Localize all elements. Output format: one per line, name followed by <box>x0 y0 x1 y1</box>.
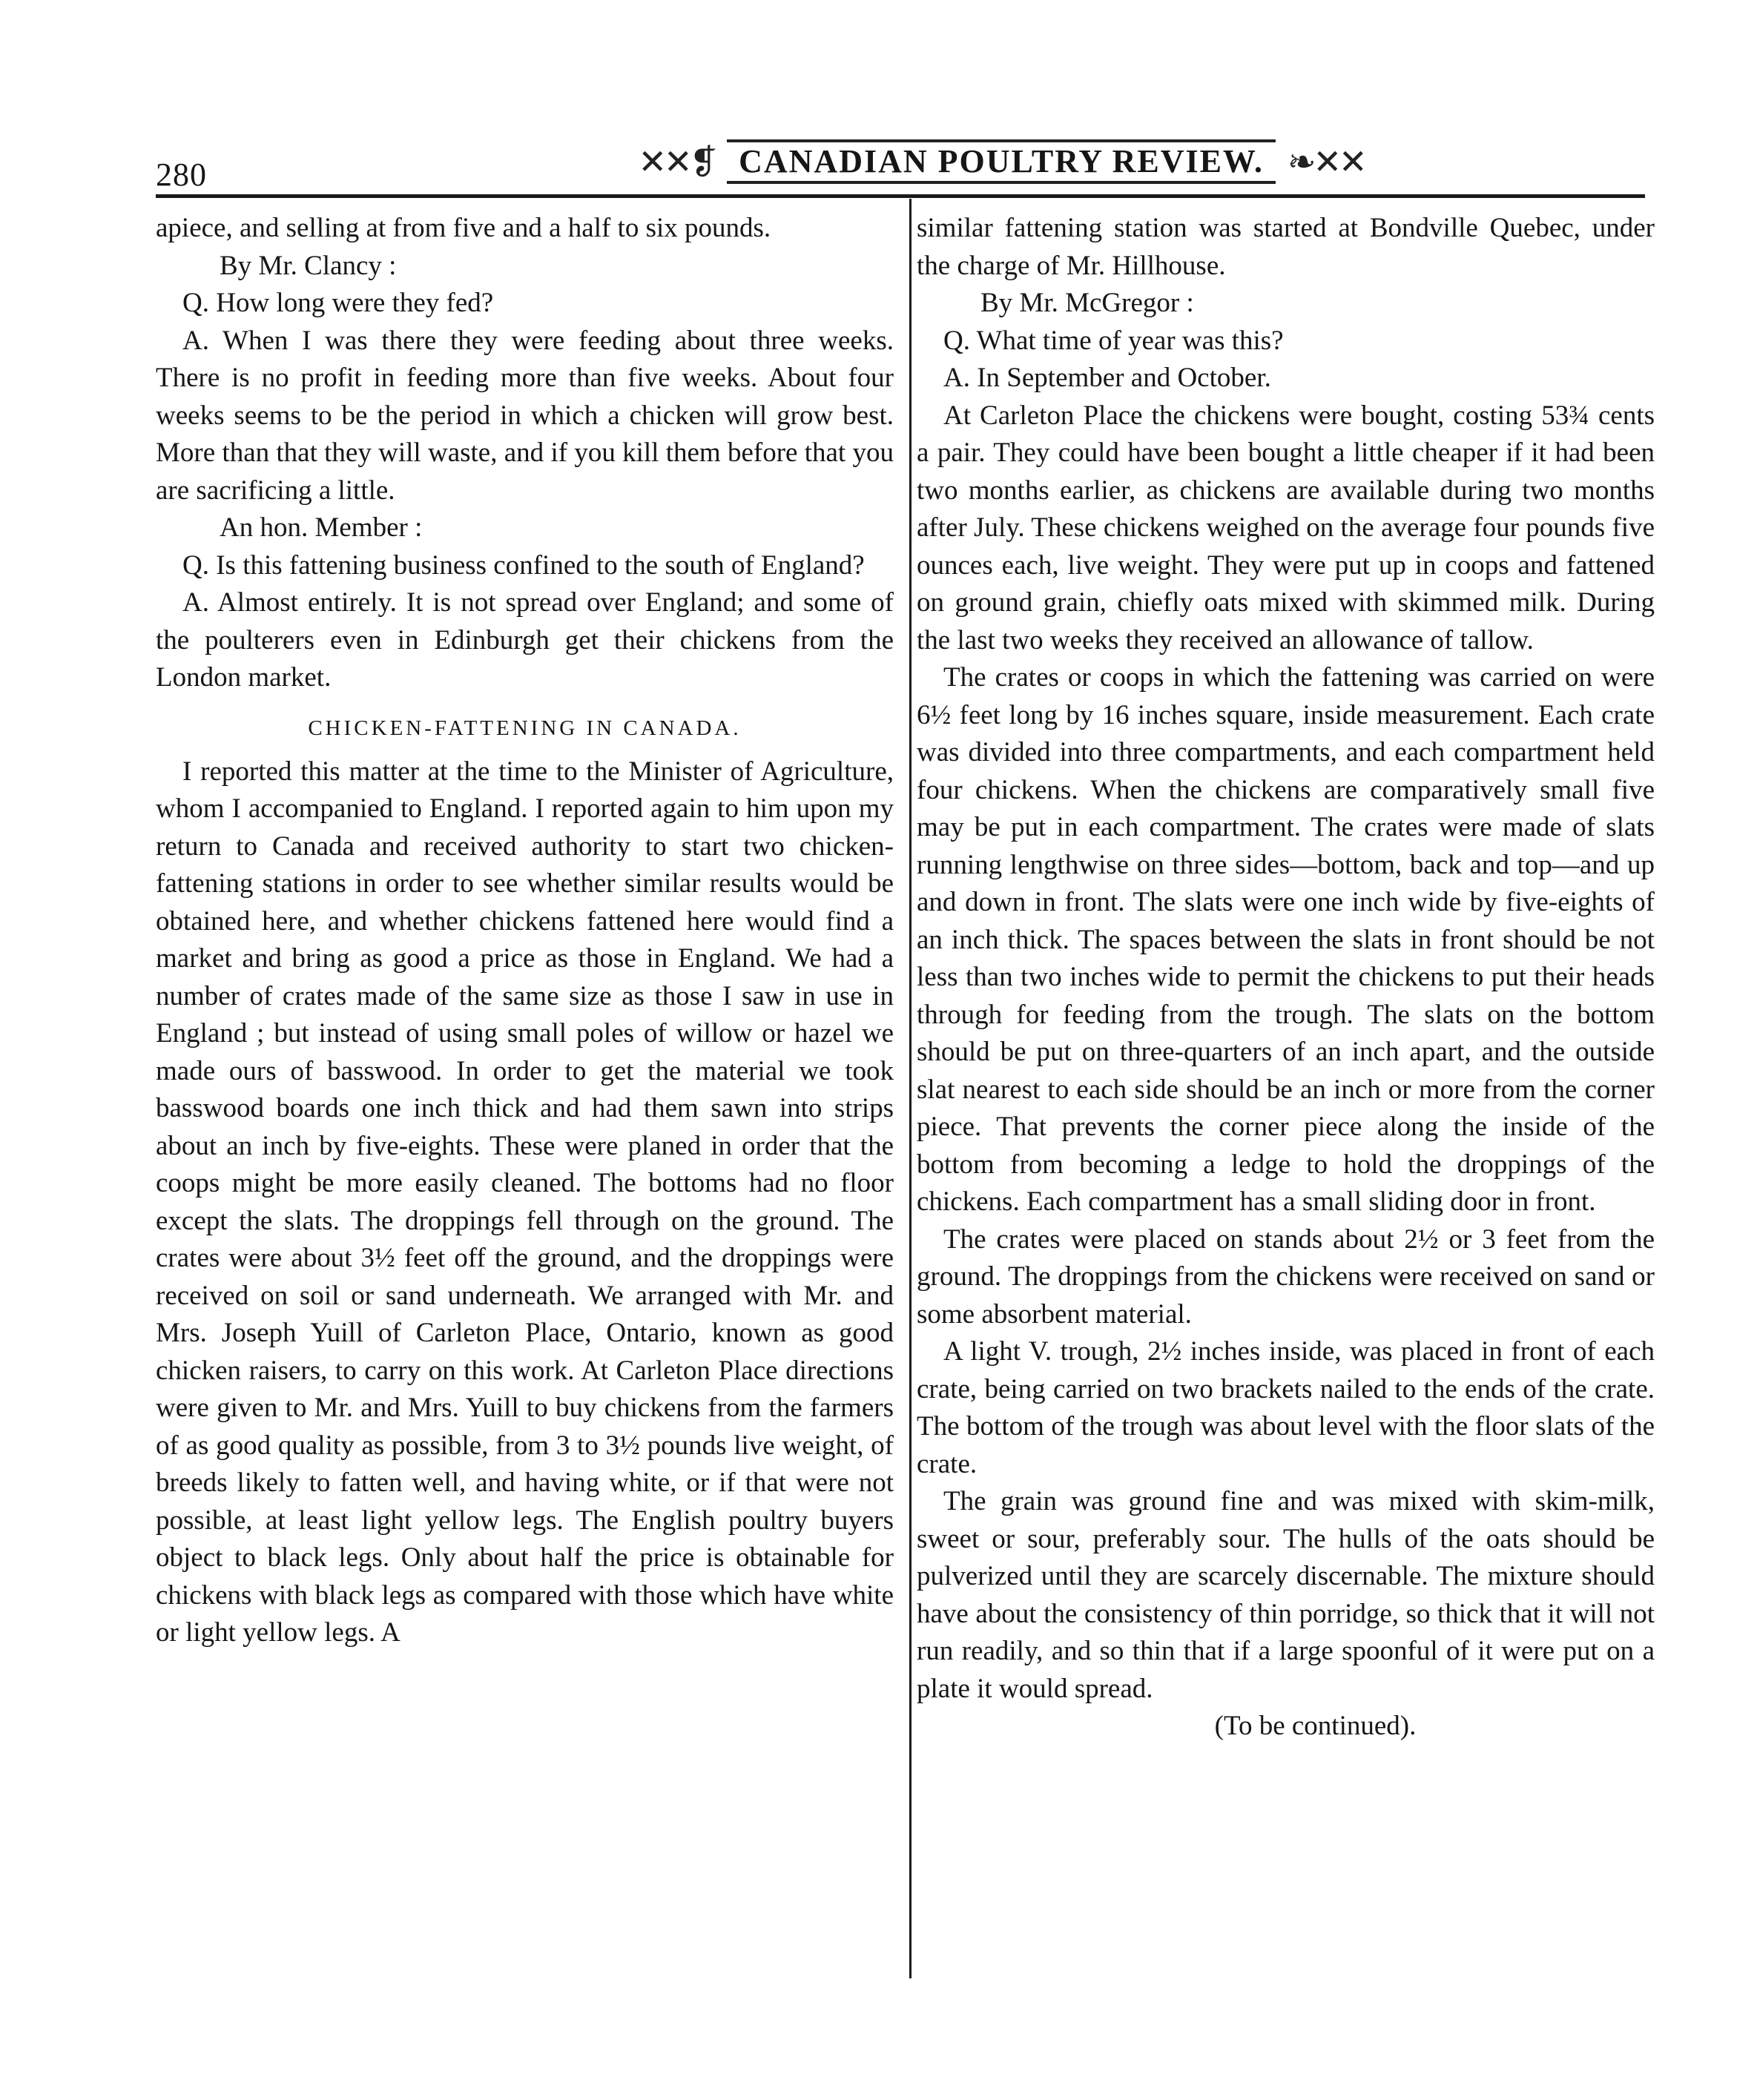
speaker-label: By Mr. Clancy : <box>220 250 397 281</box>
ornament-right-icon: ❧✕✕ <box>1287 142 1365 181</box>
body-paragraph: The grain was ground fine and was mixed with skim-milk, sweet or sour, preferably sour. The hulls of the oats should be pulverized until they are scarcely discernable. The mixture should have about the consistency of thin porridge, so thick that it will not run readily, and so thin that if a large spoonful of it were put on a plate it would spread. <box>917 1486 1655 1704</box>
continued-paragraph: apiece, and selling at from five and a half to six pounds. <box>156 213 771 243</box>
ornament-left-icon: ✕✕❡ <box>638 142 716 181</box>
section-heading: CHICKEN-FATTENING IN CANADA. <box>308 716 742 740</box>
body-paragraph: The crates were placed on stands about 2½ or 3 feet from the ground. The droppings from the chickens were received on sand or some absorbent material. <box>917 1224 1655 1330</box>
page-number: 280 <box>156 156 207 193</box>
page-header <box>156 133 1632 193</box>
masthead-title: CANADIAN POULTRY REVIEW. <box>727 139 1276 184</box>
masthead <box>638 133 1365 189</box>
answer: A. Almost entirely. It is not spread over England; and some of the poulterers even in Edinburgh get their chickens from the London market. <box>156 587 894 693</box>
continued-paragraph: similar fattening station was started at Bondville Quebec, under the charge of Mr. Hillhouse. <box>917 213 1655 281</box>
right-column <box>917 210 1655 1746</box>
question: Q. Is this fattening business confined to the south of England? <box>182 549 865 581</box>
answer: A. In September and October. <box>943 363 1271 393</box>
speaker-label: An hon. Member : <box>220 512 423 543</box>
column-divider <box>909 199 912 1978</box>
answer: A. When I was there they were feeding about three weeks. There is no profit in feeding more than five weeks. About four weeks seems to be the period in which a chicken will grow best. More than that they will waste, and if you kill them before that you are sacrificing a little. <box>156 325 894 506</box>
speaker-label: By Mr. McGregor : <box>980 288 1194 318</box>
header-rule <box>156 194 1645 198</box>
body-paragraph: At Carleton Place the chickens were bought, costing 53¾ cents a pair. They could have been bought a little cheaper if it had been two months earlier, as chickens are available during two months after July. These chickens weighed on the average four pounds five ounces each, live weight. They were put up in coops and fattened on ground grain, chiefly oats mixed with skimmed milk. During the last two weeks they received an allowance of tallow. <box>917 400 1655 656</box>
left-column <box>156 210 894 1652</box>
section-paragraph: I reported this matter at the time to the Minister of Agriculture, whom I accompanied to England. I reported again to him upon my return to Canada and received authority to start two chicken-fattening stations in order to see whether similar results would be obtained here, and whether chickens fattened here would find a market and bring as good a price as those in England. We had a number of crates made of the same size as those I saw in use in England ; but instead of using small poles of willow or hazel we made ours of basswood. In order to get the material we took basswood boards one inch thick and had them sawn into strips about an inch by five-eights. These were planed in order that the coops might be more easily cleaned. The bottoms had no floor except the slats. The droppings fell through on the ground. The crates were about 3½ feet off the ground, and the droppings were received on soil or sand underneath. We arranged with Mr. and Mrs. Joseph Yuill of Carleton Place, Ontario, known as good chicken raisers, to carry on this work. At Carleton Place directions were given to Mr. and Mrs. Yuill to buy chickens from the farmers of as good quality as possible, from 3 to 3½ pounds live weight, of breeds likely to fatten well, and having white, or if that were not possible, at least light yellow legs. The English poultry buyers object to black legs. Only about half the price is obtainable for chickens with black legs as compared with those which have white or light yellow legs. A <box>156 756 894 1648</box>
body-paragraph: The crates or coops in which the fattening was carried on were 6½ feet long by 16 inches square, inside measurement. Each crate was divided into three compartments, and each compartment held four chickens. When the chickens are comparatively small five may be put in each compartment. The crates were made of slats running lengthwise on three sides—bottom, back and top—and up and down in front. The slats were one inch wide by five-eights of an inch thick. The spaces between the slats in front should be not less than two inches wide to permit the chickens to put their heads through for feeding from the trough. The slats on the bottom should be put on three-quarters of an inch apart, and the outside slat nearest to each side should be an inch or more from the corner piece. That prevents the corner piece along the inside of the bottom from becoming a ledge to hold the droppings of the chickens. Each compartment has a small sliding door in front. <box>917 662 1655 1217</box>
question: Q. How long were they fed? <box>182 288 494 318</box>
body-paragraph: A light V. trough, 2½ inches inside, was placed in front of each crate, being carried on two brackets nailed to the ends of the crate. The bottom of the trough was about level with the floor slats of the crate. <box>917 1336 1655 1479</box>
to-be-continued: (To be continued). <box>1214 1711 1417 1741</box>
question: Q. What time of year was this? <box>943 325 1284 356</box>
